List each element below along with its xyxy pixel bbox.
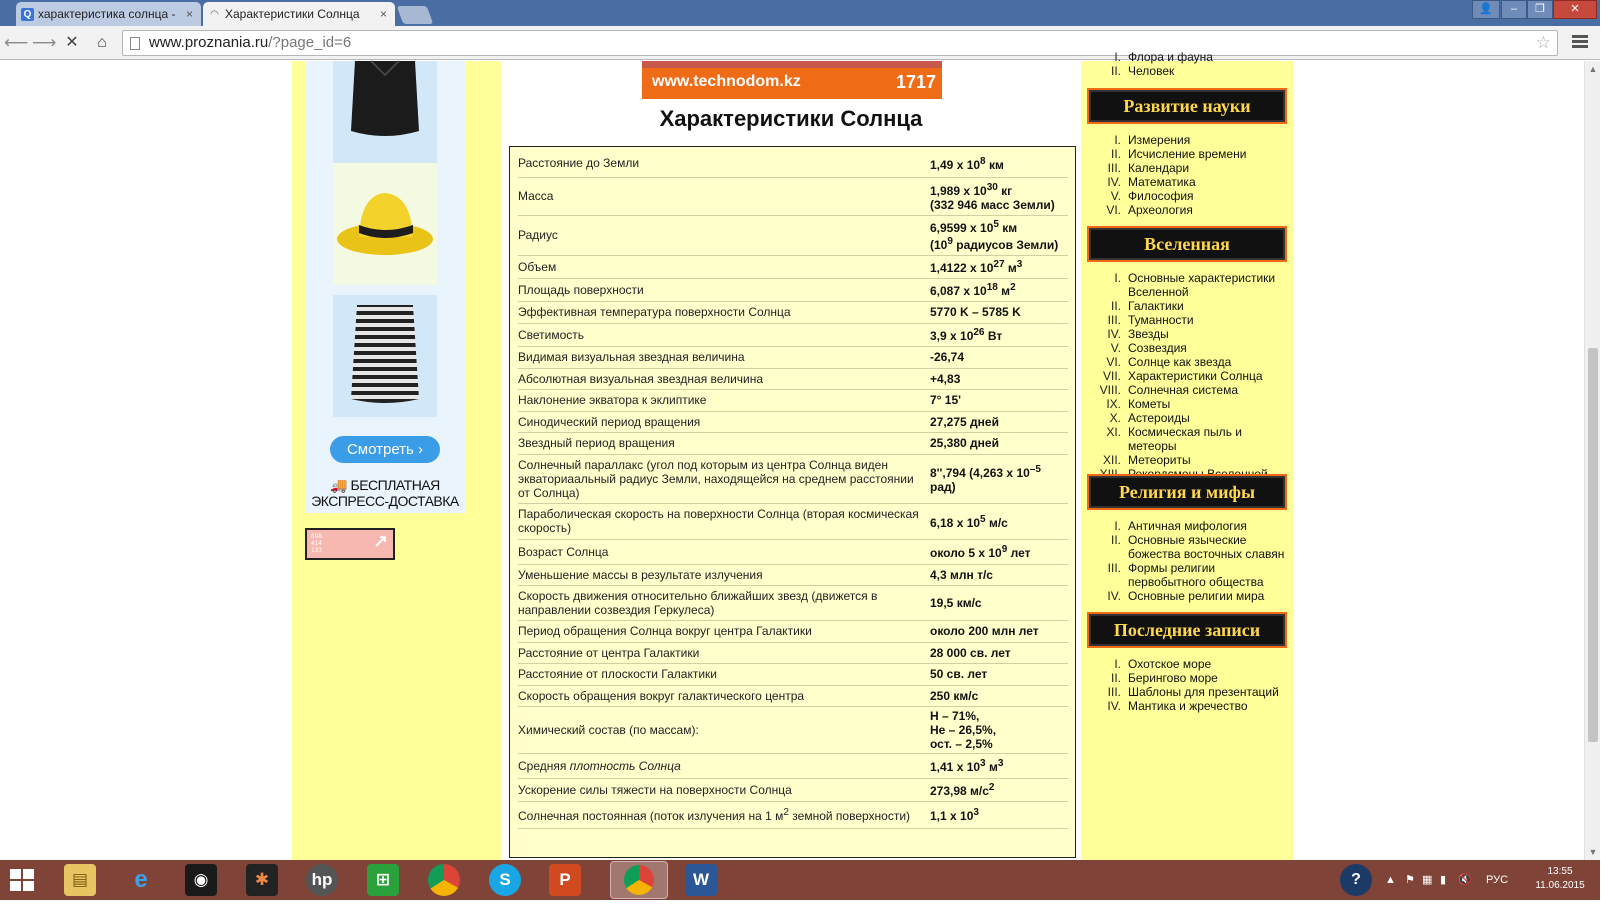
sidebar-link-label: Солнце как звезда <box>1128 355 1232 369</box>
counter-digits: 898 414 133 <box>311 533 322 554</box>
fact-name: Скорость обращения вокруг галактического центра <box>518 685 930 706</box>
free-delivery-text <box>305 471 465 513</box>
fact-name: Радиус <box>518 215 930 255</box>
system-clock[interactable] <box>1520 865 1600 893</box>
fact-value: 19,5 км/с <box>930 585 1068 620</box>
sun-facts-box <box>509 146 1076 858</box>
table-row <box>518 301 1068 323</box>
fact-value: H – 71%, He – 26,5%, ост. – 2,5% <box>930 706 1068 753</box>
roman-numeral: II. <box>1110 147 1121 161</box>
flag-icon[interactable]: ⚑ <box>1405 874 1415 886</box>
fact-name: Уменьшение массы в результате излучения <box>518 564 930 585</box>
section-link-list <box>1093 519 1293 603</box>
roman-numeral: II. <box>1110 533 1121 547</box>
tab-current[interactable] <box>203 2 395 26</box>
fact-name: Период обращения Солнца вокруг центра Галактики <box>518 620 930 642</box>
sidebar-link[interactable] <box>1093 533 1293 561</box>
section-link-list <box>1093 657 1293 713</box>
sidebar-link-label: Созвездия <box>1128 341 1187 355</box>
delivery-line-2: ЭКСПРЕСС-ДОСТАВКА <box>311 493 459 509</box>
sidebar-link-label: Археология <box>1128 203 1193 217</box>
sun-facts-table <box>518 150 1068 829</box>
roman-numeral: XII. <box>1102 453 1121 467</box>
roman-numeral: V. <box>1110 189 1121 203</box>
sidebar-link-label: Звезды <box>1128 327 1169 341</box>
delivery-line-1: БЕСПЛАТНАЯ <box>350 477 440 493</box>
roman-numeral: XI. <box>1106 425 1121 439</box>
address-bar[interactable] <box>122 30 1558 56</box>
scroll-thumb[interactable] <box>1588 348 1598 742</box>
browser-toolbar <box>0 26 1600 60</box>
chrome-icon[interactable] <box>428 864 460 896</box>
close-tab-icon[interactable]: × <box>379 7 387 21</box>
sidebar-link-label: Основные религии мира <box>1128 589 1265 603</box>
fact-value: 8'',794 (4,263 x $10^{-5}$ рад) <box>930 454 1068 503</box>
fact-value: 50 св. лет <box>930 663 1068 685</box>
sidebar-link-label: Флора и фауна <box>1128 50 1213 64</box>
fact-name: Расстояние от центра Галактики <box>518 642 930 663</box>
fact-value: 6,9599 x $10^5$ км ($10^9$ радиусов Земли) <box>930 215 1068 255</box>
roman-numeral: II. <box>1110 299 1121 313</box>
sidebar-link-label: Измерения <box>1128 133 1191 147</box>
table-row <box>518 706 1068 753</box>
scroll-down-icon[interactable]: ▼ <box>1588 847 1598 857</box>
table-row <box>518 278 1068 301</box>
table-row <box>518 585 1068 620</box>
table-row <box>518 564 1068 585</box>
table-row <box>518 620 1068 642</box>
sidebar-link[interactable] <box>1093 383 1293 397</box>
windows-start-icon[interactable] <box>10 869 34 891</box>
tab-search[interactable] <box>16 2 201 26</box>
sidebar-link[interactable] <box>1093 561 1293 589</box>
sidebar-link[interactable] <box>1093 203 1293 217</box>
banner-phone: 1717 <box>895 72 936 92</box>
roman-numeral: I. <box>1114 657 1121 671</box>
sidebar-link-label: Охотское море <box>1128 657 1212 671</box>
sidebar-link[interactable] <box>1093 425 1293 453</box>
roman-numeral: VI. <box>1106 355 1121 369</box>
fact-name: Объем <box>518 255 930 278</box>
file-explorer-icon[interactable]: ▤ <box>64 864 96 896</box>
sidebar-link[interactable] <box>1093 411 1293 425</box>
home-icon[interactable]: ⌂ <box>97 34 107 51</box>
table-row <box>518 454 1068 503</box>
maximize-button[interactable]: ❐ <box>1527 0 1553 19</box>
section-heading: Последние записи <box>1087 612 1287 648</box>
fact-value: 5770 K – 5785 K <box>930 301 1068 323</box>
roman-numeral: IV. <box>1107 589 1121 603</box>
fact-value: 1,41 x $10^3$ $м^3$ <box>930 753 1068 778</box>
sidebar-link[interactable] <box>1093 397 1293 411</box>
table-row <box>518 778 1068 801</box>
fact-value: 1,4122 x $10^{27}$ $м^3$ <box>930 255 1068 278</box>
webcam-icon[interactable]: ◉ <box>185 864 217 896</box>
sidebar-link-label: Характеристики Солнца <box>1128 369 1263 383</box>
table-row <box>518 368 1068 389</box>
table-row <box>518 323 1068 346</box>
sidebar-link-label: Солнечная система <box>1128 383 1239 397</box>
fact-name: Видимая визуальная звездная величина <box>518 346 930 368</box>
table-row <box>518 432 1068 454</box>
sidebar-link[interactable] <box>1093 64 1293 78</box>
fact-value: 27,275 дней <box>930 411 1068 432</box>
sidebar-link-label: Берингово море <box>1128 671 1218 685</box>
hp-icon[interactable]: hp <box>306 864 338 896</box>
sidebar-link-label: Математика <box>1128 175 1196 189</box>
language-indicator[interactable]: РУС <box>1486 874 1509 886</box>
banner-site: www.technodom.kz <box>652 73 801 90</box>
chrome-active-icon[interactable] <box>610 861 668 899</box>
page-viewport <box>0 50 1584 860</box>
sidebar-link[interactable] <box>1093 699 1293 713</box>
loading-favicon-icon: ◠ <box>210 9 219 20</box>
fact-value: около 5 x $10^9$ лет <box>930 539 1068 564</box>
roman-numeral: VI. <box>1106 203 1121 217</box>
fact-value: 7° 15' <box>930 389 1068 411</box>
fact-value: 6,087 x $10^{18}$ $м^2$ <box>930 278 1068 301</box>
powerpoint-icon[interactable]: P <box>549 864 581 896</box>
volume-muted-icon[interactable]: 🔇 <box>1458 874 1472 886</box>
tab-title: характеристика солнца - <box>38 7 176 21</box>
sidebar-link[interactable] <box>1093 589 1293 603</box>
scroll-up-icon[interactable]: ▲ <box>1588 64 1598 74</box>
table-row <box>518 753 1068 778</box>
table-row <box>518 642 1068 663</box>
black-top-icon <box>333 61 437 141</box>
roman-numeral: III. <box>1107 161 1121 175</box>
tab-title: Характеристики Солнца <box>225 7 360 21</box>
table-row <box>518 411 1068 432</box>
fact-name: Средняя плотность Солнца <box>518 753 930 778</box>
fact-name: Ускорение силы тяжести на поверхности Солнца <box>518 778 930 801</box>
table-row <box>518 389 1068 411</box>
table-row <box>518 503 1068 539</box>
roman-numeral: II. <box>1110 671 1121 685</box>
roman-numeral: III. <box>1107 561 1121 575</box>
windows-taskbar <box>0 860 1600 900</box>
section-heading: Вселенная <box>1087 226 1287 262</box>
sidebar-link[interactable] <box>1093 189 1293 203</box>
fact-name: Параболическая скорость на поверхности Солнца (вторая космическая скорость) <box>518 503 930 539</box>
technodom-banner[interactable] <box>642 61 942 99</box>
fact-name: Солнечная постоянная (поток излучения на 1 $м^2$ земной поверхности) <box>518 801 930 828</box>
section-heading: Развитие науки <box>1087 88 1287 124</box>
roman-numeral: I. <box>1114 519 1121 533</box>
yellow-hat-icon <box>333 163 437 285</box>
fact-name: Эффективная температура поверхности Солнца <box>518 301 930 323</box>
paint-icon[interactable]: ✱ <box>246 864 278 896</box>
table-row <box>518 663 1068 685</box>
roman-numeral: III. <box>1107 685 1121 699</box>
url-text[interactable] <box>149 31 351 55</box>
close-tab-icon[interactable]: × <box>185 7 193 21</box>
sidebar-link[interactable] <box>1093 175 1293 189</box>
top-nav-list <box>1093 50 1293 78</box>
table-row <box>518 346 1068 368</box>
table-row <box>518 177 1068 215</box>
truck-icon: 🚚 <box>330 477 348 493</box>
url-path: /?page_id=6 <box>268 34 352 51</box>
roman-numeral: IV. <box>1107 699 1121 713</box>
ad-product-skirt[interactable] <box>333 295 437 417</box>
browser-titlebar <box>0 0 1600 26</box>
table-row <box>518 150 1068 177</box>
minimize-button[interactable]: – <box>1501 0 1527 19</box>
sidebar-link[interactable] <box>1093 299 1293 313</box>
url-host: www.proznania.ru <box>149 34 269 51</box>
fact-value: 28 000 св. лет <box>930 642 1068 663</box>
skype-icon[interactable]: S <box>489 864 521 896</box>
fact-value: 6,18 x $10^5$ м/с <box>930 503 1068 539</box>
table-row <box>518 255 1068 278</box>
fact-name: Светимость <box>518 323 930 346</box>
vertical-scrollbar[interactable] <box>1584 61 1600 860</box>
sidebar-link-label: Кометы <box>1128 397 1171 411</box>
table-row <box>518 685 1068 706</box>
ad-product-hat[interactable] <box>333 163 437 285</box>
sidebar-link[interactable] <box>1093 519 1293 533</box>
sidebar-link-label: Календари <box>1128 161 1190 175</box>
fact-value: 1,49 x $10^8$ км <box>930 150 1068 177</box>
main-content <box>501 61 1081 860</box>
sidebar-link[interactable] <box>1093 50 1293 64</box>
fact-value: -26,74 <box>930 346 1068 368</box>
fact-value: 4,3 млн т/с <box>930 564 1068 585</box>
roman-numeral: VII. <box>1102 369 1121 383</box>
sidebar-link[interactable] <box>1093 453 1293 467</box>
fact-name: Возраст Солнца <box>518 539 930 564</box>
forward-arrow-icon[interactable]: ⟶ <box>32 33 57 52</box>
power-icon[interactable]: ▮ <box>1440 874 1447 886</box>
sidebar-link[interactable] <box>1093 341 1293 355</box>
roman-numeral: I. <box>1114 271 1121 285</box>
fact-name: Площадь поверхности <box>518 278 930 301</box>
page-title: Характеристики Солнца <box>659 106 923 131</box>
section-link-list <box>1093 271 1293 481</box>
fact-name: Звездный период вращения <box>518 432 930 454</box>
word-icon[interactable]: W <box>685 864 717 896</box>
sidebar-link-label: Космическая пыль и метеоры <box>1128 425 1242 453</box>
sidebar-link[interactable] <box>1093 671 1293 685</box>
sidebar-link[interactable] <box>1093 133 1293 147</box>
fact-value: 3,9 x $10^{26}$ Вт <box>930 323 1068 346</box>
striped-skirt-icon <box>333 295 437 417</box>
stop-loading-icon[interactable]: ✕ <box>65 34 79 51</box>
fact-value: 1,1 x $10^3$ <box>930 801 1068 828</box>
sidebar-link-label: Формы религии первобытного общества <box>1128 561 1264 589</box>
sidebar-link[interactable] <box>1093 313 1293 327</box>
bookmark-star-icon[interactable]: ☆ <box>1535 33 1551 52</box>
new-tab-button[interactable] <box>397 6 434 24</box>
fact-value: +4,83 <box>930 368 1068 389</box>
sidebar-link[interactable] <box>1093 161 1293 175</box>
sidebar-link-label: Шаблоны для презентаций <box>1128 685 1279 699</box>
help-icon[interactable]: ? <box>1340 864 1372 896</box>
fact-name: Наклонение экватора к эклиптике <box>518 389 930 411</box>
sidebar-link-label: Исчисление времени <box>1128 147 1247 161</box>
table-row <box>518 539 1068 564</box>
fact-name: Скорость движения относительно ближайших звезд (движется в направлении созвездия Геркулеса) <box>518 585 930 620</box>
table-row <box>518 215 1068 255</box>
fact-name: Расстояние от плоскости Галактики <box>518 663 930 685</box>
clock-time: 13:55 <box>1547 866 1573 877</box>
sidebar-link[interactable] <box>1093 685 1293 699</box>
store-icon[interactable]: ⊞ <box>367 864 399 896</box>
right-sidebar <box>1081 50 1294 860</box>
user-profile-button[interactable]: 👤 <box>1472 0 1500 19</box>
sidebar-link[interactable] <box>1093 369 1293 383</box>
sidebar-link-label: Астероиды <box>1128 411 1190 425</box>
fact-value: 250 км/с <box>930 685 1068 706</box>
roman-numeral: I. <box>1114 133 1121 147</box>
clock-date: 11.06.2015 <box>1535 880 1585 891</box>
roman-numeral: IV. <box>1107 175 1121 189</box>
sidebar-link-label: Основные характеристики Вселенной <box>1128 271 1276 299</box>
roman-numeral: II. <box>1110 64 1121 78</box>
roman-numeral: X. <box>1109 411 1121 425</box>
sidebar-link[interactable] <box>1093 271 1293 299</box>
show-hidden-icons[interactable]: ▲ <box>1385 874 1396 886</box>
sidebar-link-label: Основные языческие божества восточных славян <box>1128 533 1285 561</box>
fact-value: 273,98 $м/с^2$ <box>930 778 1068 801</box>
counter-badge[interactable] <box>305 528 395 560</box>
fact-name: Абсолютная визуальная звездная величина <box>518 368 930 389</box>
sidebar-link[interactable] <box>1093 355 1293 369</box>
sidebar-link[interactable] <box>1093 147 1293 161</box>
network-icon[interactable]: ▦ <box>1422 874 1433 886</box>
fact-name: Химический состав (по массам): <box>518 706 930 753</box>
sidebar-link-label: Античная мифология <box>1128 519 1247 533</box>
roman-numeral: V. <box>1110 341 1121 355</box>
section-link-list <box>1093 133 1293 217</box>
sidebar-link-label: Мантика и жречество <box>1128 699 1248 713</box>
table-row <box>518 801 1068 828</box>
arrow-up-right-icon: ↗ <box>372 532 388 552</box>
fact-value: 1,989 x $10^{30}$ кг (332 946 масс Земли) <box>930 177 1068 215</box>
roman-numeral: IX. <box>1106 397 1121 411</box>
fact-name: Синодический период вращения <box>518 411 930 432</box>
section-heading: Религия и мифы <box>1087 474 1287 510</box>
sidebar-link[interactable] <box>1093 657 1293 671</box>
fact-name: Расстояние до Земли <box>518 150 930 177</box>
sidebar-link-label: Метеориты <box>1128 453 1191 467</box>
roman-numeral: VIII. <box>1099 383 1121 397</box>
sidebar-link-label: Туманности <box>1128 313 1194 327</box>
chrome-menu-icon[interactable] <box>1572 35 1588 51</box>
roman-numeral: IV. <box>1107 327 1121 341</box>
fact-name: Солнечный параллакс (угол под которым из центра Солнца виден экваториаальный радиус Земли, находящейся на среднем расстоянии от Солнца) <box>518 454 930 503</box>
fact-name: Масса <box>518 177 930 215</box>
left-sidebar <box>292 61 501 860</box>
sidebar-link-label: Человек <box>1128 64 1175 78</box>
view-button[interactable]: Смотреть › <box>330 436 440 463</box>
close-window-button[interactable]: ✕ <box>1553 0 1597 19</box>
page-icon <box>130 37 140 50</box>
sidebar-link-label: Галактики <box>1128 299 1184 313</box>
roman-numeral: I. <box>1114 50 1121 64</box>
fact-value: около 200 млн лет <box>930 620 1068 642</box>
search-favicon-icon: Q <box>21 8 34 21</box>
sidebar-link-label: Философия <box>1128 189 1194 203</box>
sidebar-link[interactable] <box>1093 327 1293 341</box>
fact-value: 25,380 дней <box>930 432 1068 454</box>
back-arrow-icon[interactable]: ⟵ <box>4 33 29 52</box>
internet-explorer-icon[interactable]: e <box>134 866 148 893</box>
banner-image-strip <box>642 61 942 68</box>
shopping-ad[interactable] <box>305 61 465 513</box>
roman-numeral: III. <box>1107 313 1121 327</box>
